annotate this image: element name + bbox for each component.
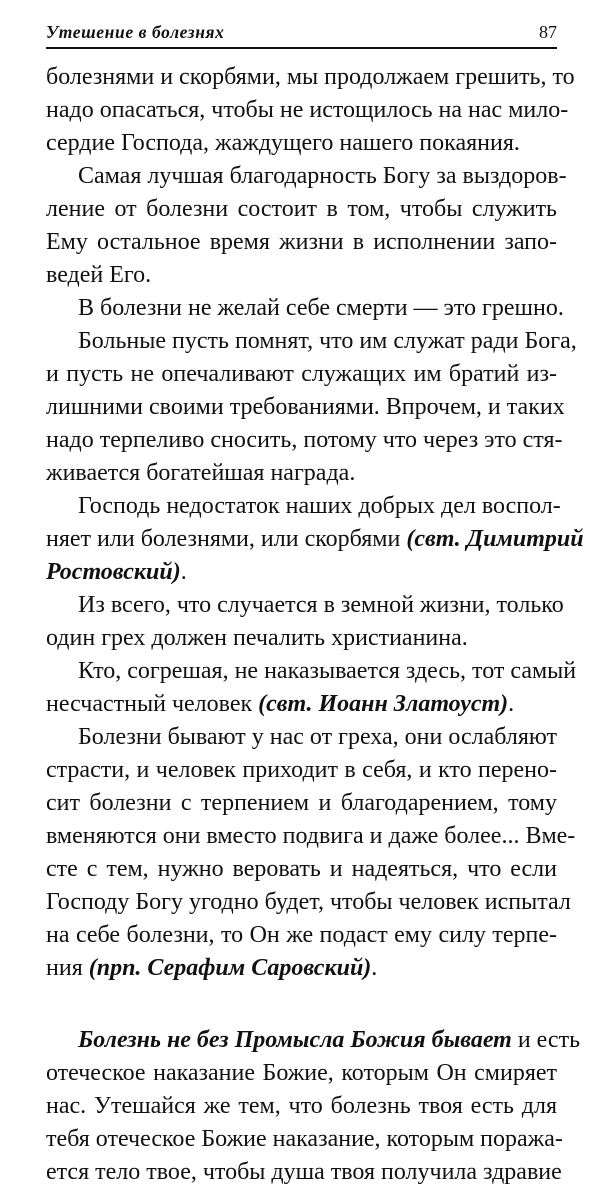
text-run: . xyxy=(508,691,515,717)
text-line xyxy=(46,457,557,490)
text-line xyxy=(46,1057,557,1090)
text-run: на себе болезни, то Он же подаст ему силу терпе- xyxy=(46,922,557,948)
text-line xyxy=(46,622,557,655)
text-line xyxy=(46,424,563,457)
text-run: Господу Богу угодно будет, чтобы человек испытал xyxy=(46,889,571,915)
text-run: сте с тем, нужно веровать и надеяться, что если xyxy=(46,856,557,882)
text-run: В болезни не желай себе смерти — это грешно. xyxy=(78,295,564,321)
text-line xyxy=(46,886,571,919)
text-run: Больные пусть помнят, что им служат ради Бога, xyxy=(78,328,577,354)
text-run: отеческое наказание Божие, которым Он смиряет xyxy=(46,1060,557,1086)
text-line xyxy=(46,490,561,523)
text-run: тебя отеческое Божие наказание, которым поража- xyxy=(46,1126,563,1152)
text-line xyxy=(46,556,557,589)
text-run: ется тело твое, чтобы душа твоя получила здравие xyxy=(46,1159,562,1185)
text-line xyxy=(46,655,577,688)
text-run: Самая лучшая благодарность Богу за выздоров- xyxy=(78,163,567,189)
text-run: ния xyxy=(46,955,89,981)
running-header xyxy=(46,22,557,46)
text-run: ление от болезни состоит в том, чтобы служить xyxy=(46,196,557,222)
text-line xyxy=(46,61,575,94)
text-line xyxy=(46,391,565,424)
text-run: Господь недостаток наших добрых дел воспол- xyxy=(78,493,561,519)
text-run: живается богатейшая награда. xyxy=(46,460,356,486)
text-run: сердие Господа, жаждущего нашего покаяния. xyxy=(46,130,520,156)
text-line xyxy=(46,523,584,556)
text-run: один грех должен печалить христианина. xyxy=(46,625,468,651)
text-line xyxy=(46,259,557,292)
text-line xyxy=(46,688,557,721)
text-run: болезнями и скорбями, мы продолжаем грешить, то xyxy=(46,64,575,90)
text-run: Ему остальное время жизни в исполнении запо- xyxy=(46,229,557,255)
text-line xyxy=(46,1090,557,1123)
page-number: 87 xyxy=(539,22,557,42)
text-run: и пусть не опечаливают служащих им братий из- xyxy=(46,361,557,387)
text-line xyxy=(46,94,569,127)
text-line xyxy=(46,820,576,853)
text-run: вменяются они вместо подвига и даже более... Вме- xyxy=(46,823,576,849)
running-header-title: Утешение в болезнях xyxy=(46,22,225,42)
text-line xyxy=(46,754,557,787)
text-run: лишними своими требованиями. Впрочем, и таких xyxy=(46,394,565,420)
text-run: и есть xyxy=(511,1027,581,1053)
italic-citation: (свт. Димитрий xyxy=(406,526,584,552)
text-run: ведей Его. xyxy=(46,262,152,288)
text-run: сит болезни с терпением и благодарением, тому xyxy=(46,790,557,816)
text-line xyxy=(46,127,557,160)
italic-citation: (свт. Иоанн Златоуст) xyxy=(258,691,509,717)
text-line xyxy=(46,853,557,886)
text-line xyxy=(46,160,567,193)
text-run: нас. Утешайся же тем, что болезнь твоя есть для xyxy=(46,1093,557,1119)
text-run: няет или болезнями, или скорбями xyxy=(46,526,407,552)
text-run: надо опасаться, чтобы не истощилось на нас мило- xyxy=(46,97,569,123)
text-line xyxy=(46,1123,563,1156)
text-line xyxy=(46,358,557,391)
text-line xyxy=(46,589,564,622)
text-line xyxy=(46,919,557,952)
text-line xyxy=(46,226,557,259)
italic-citation: Ростовский) xyxy=(46,559,181,585)
text-run: страсти, и человек приходит в себя, и кто перено- xyxy=(46,757,557,783)
text-run: Кто, согрешая, не наказывается здесь, тот самый xyxy=(78,658,577,684)
text-line xyxy=(46,325,577,358)
body-text xyxy=(46,61,584,1189)
text-line xyxy=(46,952,557,985)
text-line xyxy=(46,1024,581,1057)
italic-citation: Болезнь не без Промысла Божия бывает xyxy=(78,1027,512,1053)
text-line xyxy=(46,787,557,820)
text-run: . xyxy=(180,559,187,585)
text-line xyxy=(46,721,557,754)
italic-citation: (прп. Серафим Саровский) xyxy=(88,955,372,981)
text-line xyxy=(46,292,564,325)
text-line xyxy=(46,193,557,226)
text-run: Болезни бывают у нас от греха, они ослабляют xyxy=(78,724,557,750)
text-run: . xyxy=(371,955,378,981)
text-run: Из всего, что случается в земной жизни, только xyxy=(78,592,564,618)
text-run: несчастный человек xyxy=(46,691,259,717)
text-line xyxy=(46,1156,562,1189)
paragraph-gap xyxy=(46,985,557,1024)
text-run: надо терпеливо сносить, потому что через это стя- xyxy=(46,427,563,453)
header-rule xyxy=(46,47,557,49)
